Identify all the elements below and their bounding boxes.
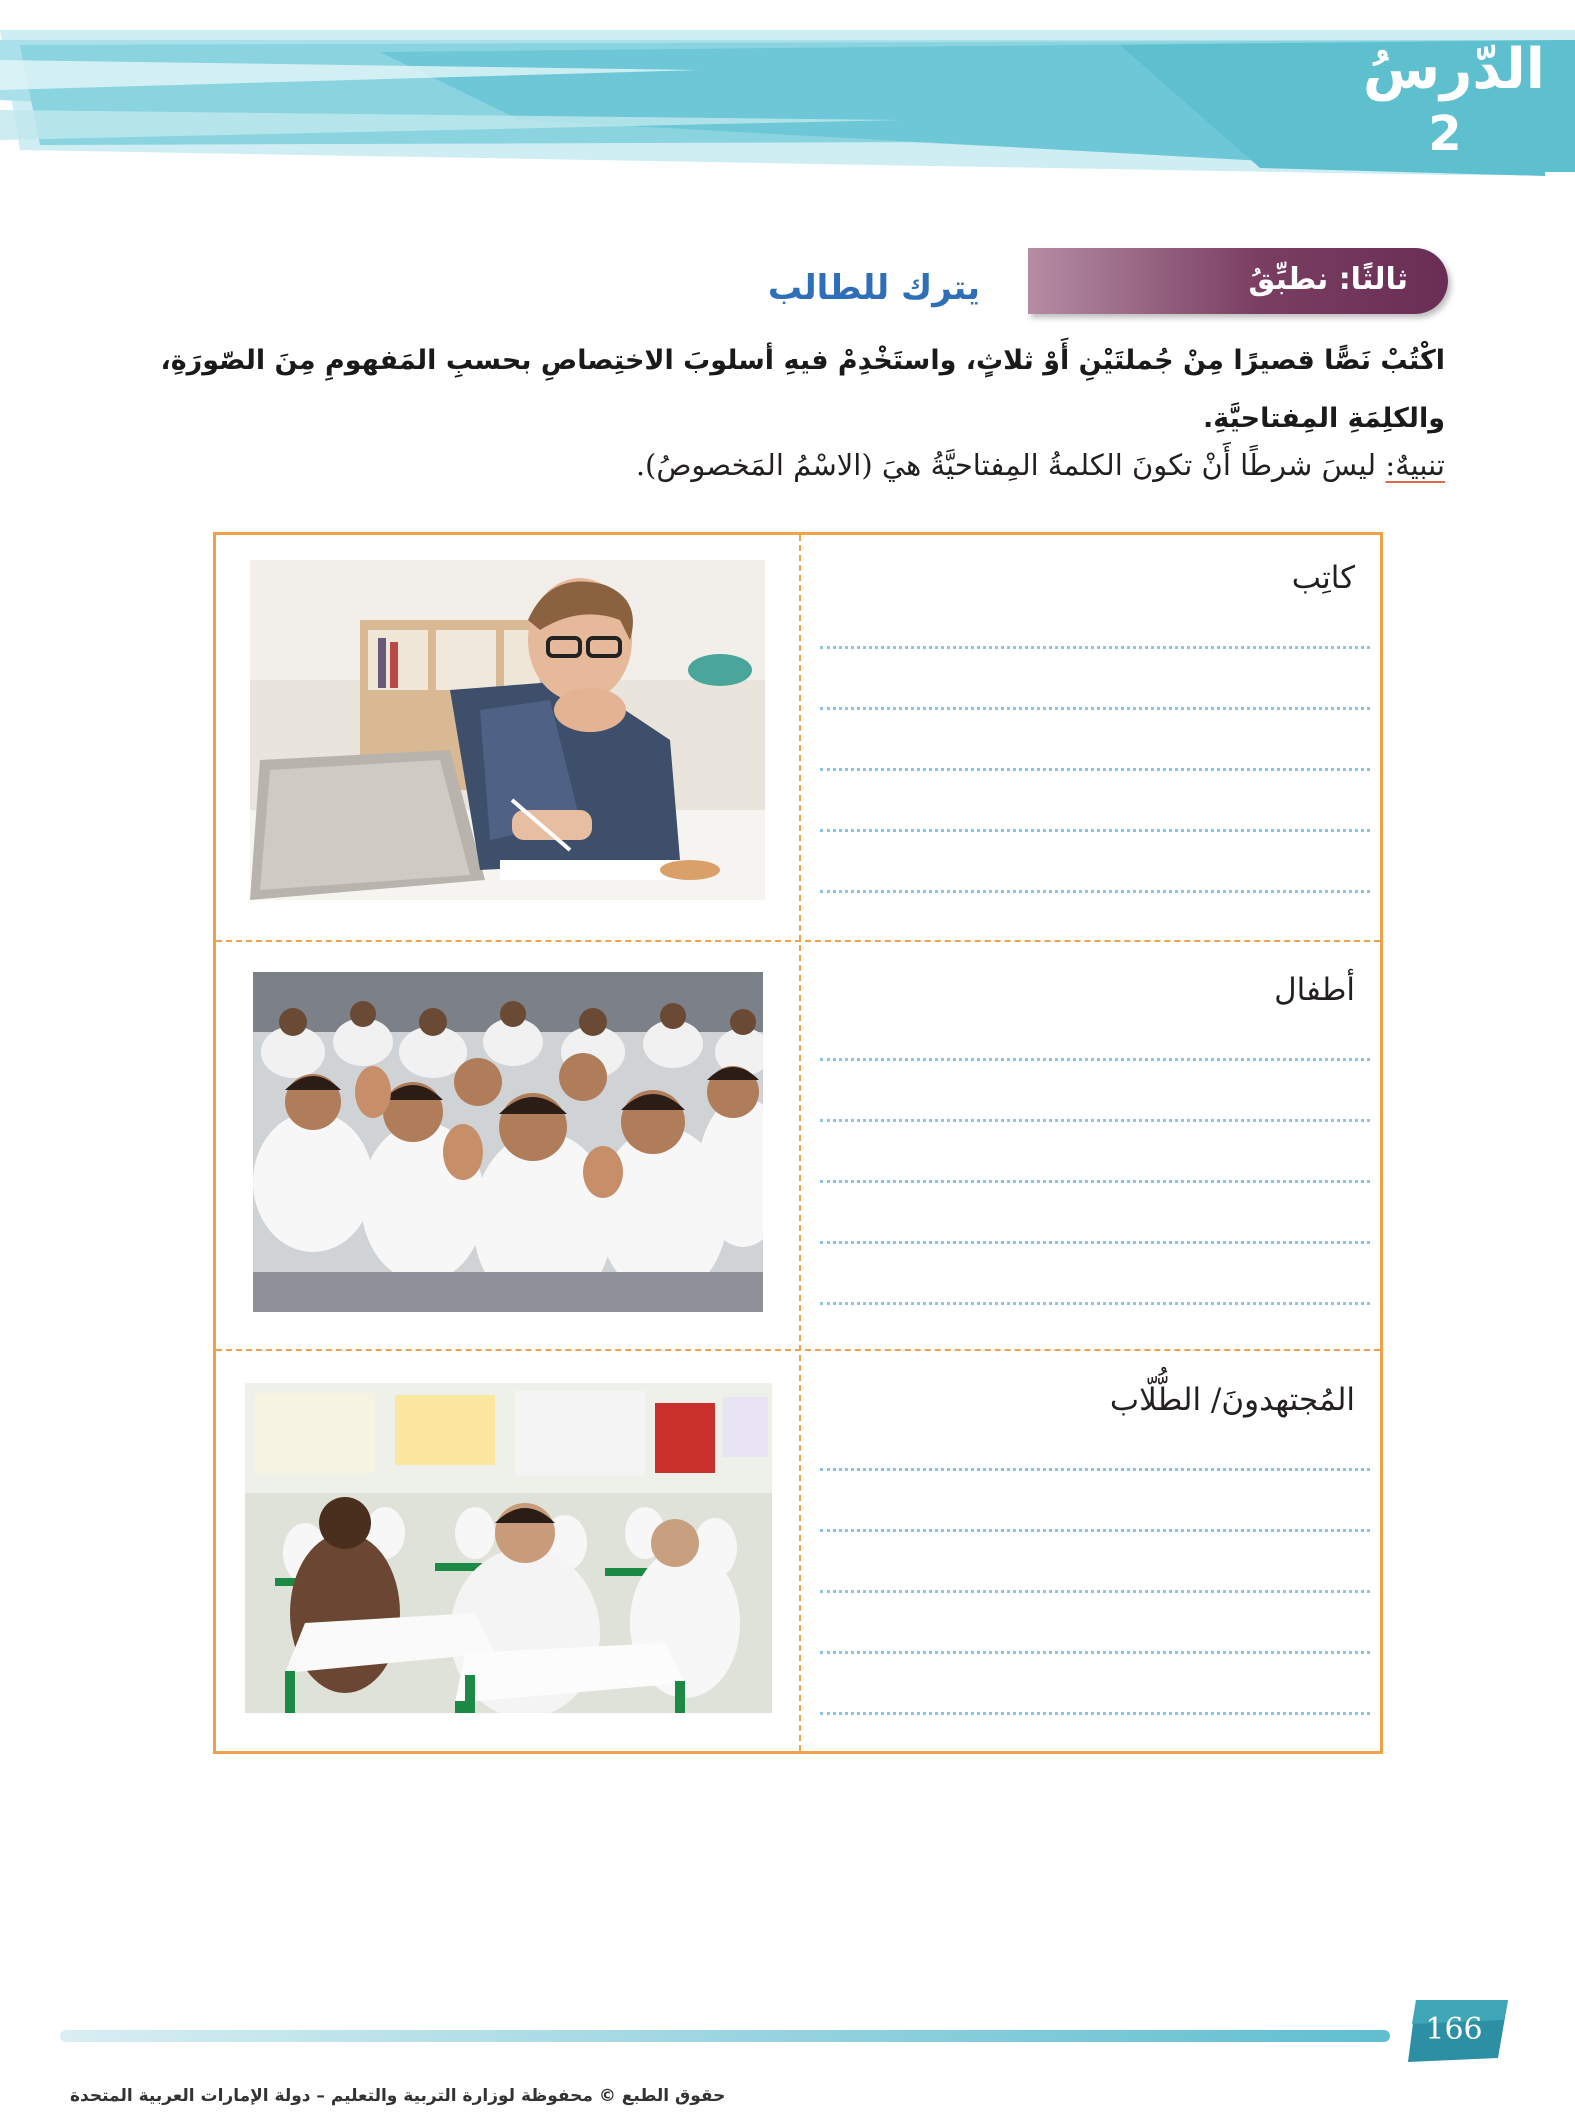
note-label: تنبيهٌ: bbox=[1385, 448, 1445, 482]
children-waving-photo bbox=[253, 972, 763, 1312]
instruction-line-1: اكْتُبْ نَصًّا قصيرًا مِنْ جُملتَيْنِ أَوْ ثلاثٍ، واستَخْدِمْ فيهِ أسلوبَ الاختِصاصِ بحسبِ المَفهومِ مِنَ الصّورَةِ، bbox=[160, 345, 1445, 376]
footer-bar bbox=[60, 2030, 1390, 2042]
row-1-keyword: كاتِب bbox=[1291, 560, 1355, 596]
writing-line[interactable] bbox=[820, 768, 1370, 771]
instruction-line-2: والكلِمَةِ المِفتاحيَّةِ. bbox=[1203, 403, 1445, 434]
page-number-tab bbox=[1408, 2000, 1508, 2062]
table-row-divider bbox=[216, 940, 1380, 942]
writing-line[interactable] bbox=[820, 1468, 1370, 1471]
section-tab-label: ثالثًا: نطبِّقُ bbox=[1248, 262, 1408, 297]
man-writing-at-laptop-photo bbox=[250, 560, 765, 900]
note bbox=[636, 448, 1445, 482]
writing-line[interactable] bbox=[820, 1712, 1370, 1715]
writing-line[interactable] bbox=[820, 707, 1370, 710]
lesson-header-banner bbox=[0, 0, 1575, 200]
writing-line[interactable] bbox=[820, 1529, 1370, 1532]
writing-line[interactable] bbox=[820, 1302, 1370, 1305]
lesson-number: 2 bbox=[1428, 106, 1462, 162]
writing-line[interactable] bbox=[820, 1651, 1370, 1654]
writing-line[interactable] bbox=[820, 1119, 1370, 1122]
writing-line[interactable] bbox=[820, 646, 1370, 649]
row-3-keyword: المُجتهدونَ/ الطُّلّاب bbox=[1109, 1382, 1355, 1418]
section-tab bbox=[1028, 248, 1448, 314]
writing-line[interactable] bbox=[820, 1058, 1370, 1061]
note-text: ليسَ شرطًا أَنْ تكونَ الكلمةُ المِفتاحيَّةُ هيَ (الاسْمُ المَخصوصُ). bbox=[635, 448, 1386, 482]
students-in-exam-hall-photo bbox=[245, 1383, 772, 1713]
writing-line[interactable] bbox=[820, 1180, 1370, 1183]
row-2-keyword: أطفال bbox=[1274, 972, 1355, 1008]
lesson-title: الدّرسُ bbox=[1362, 37, 1545, 102]
table-column-divider bbox=[799, 535, 801, 1751]
page-number: 166 bbox=[1425, 2012, 1483, 2047]
writing-line[interactable] bbox=[820, 890, 1370, 893]
writing-line[interactable] bbox=[820, 1590, 1370, 1593]
copyright-text: حقوق الطبع © محفوظة لوزارة التربية والتعليم – دولة الإمارات العربية المتحدة bbox=[70, 2086, 726, 2106]
writing-line[interactable] bbox=[820, 1241, 1370, 1244]
table-row-divider bbox=[216, 1349, 1380, 1351]
answer-note: يترك للطالب bbox=[767, 268, 980, 308]
writing-line[interactable] bbox=[820, 829, 1370, 832]
